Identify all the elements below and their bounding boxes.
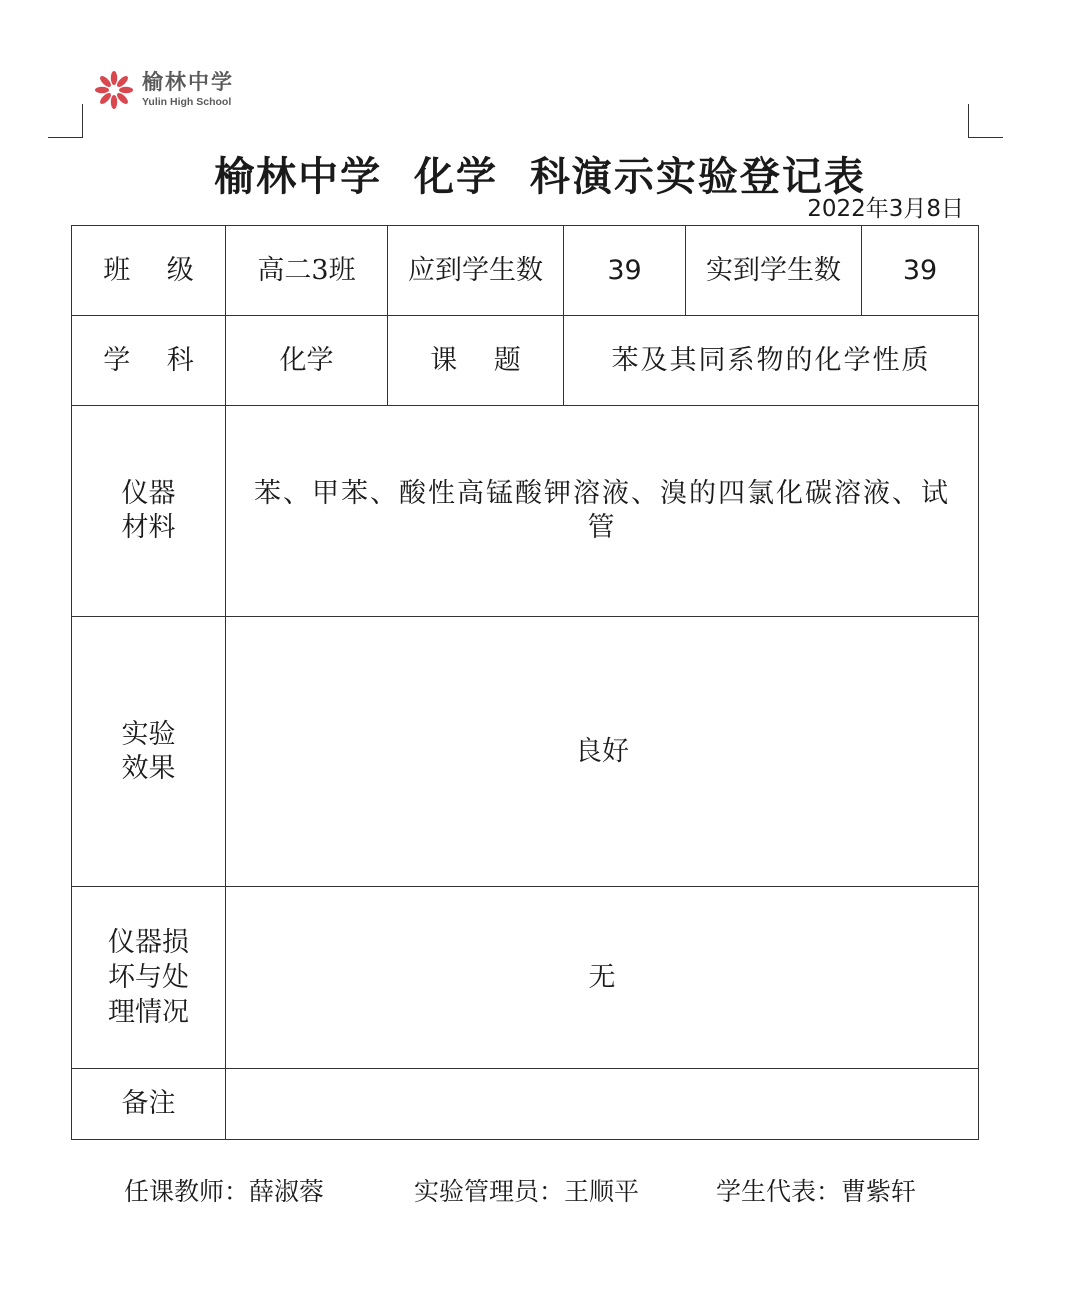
effect-value: 良好 xyxy=(226,617,979,887)
subject-label: 学 科 xyxy=(72,316,226,406)
actual-students-label: 实到学生数 xyxy=(686,226,862,316)
damage-value: 无 xyxy=(226,887,979,1069)
remark-label: 备注 xyxy=(72,1069,226,1140)
materials-value: 苯、甲苯、酸性高锰酸钾溶液、溴的四氯化碳溶液、试管 xyxy=(226,406,979,617)
table-row xyxy=(72,316,979,406)
registration-table xyxy=(71,225,979,1140)
damage-label: 仪器损 坏与处 理情况 xyxy=(72,887,226,1069)
student-rep-signature: 学生代表：曹紫轩 xyxy=(716,1177,917,1206)
flower-logo-icon xyxy=(94,70,134,110)
teacher-signature: 任课教师：薛淑蓉 xyxy=(124,1177,325,1206)
table-row xyxy=(72,887,979,1069)
logo-english-name: Yulin High School xyxy=(142,96,232,109)
table-row xyxy=(72,1069,979,1140)
class-value: 高二3班 xyxy=(226,226,388,316)
record-date: 2022年3月8日 xyxy=(807,196,964,222)
table-row xyxy=(72,226,979,316)
topic-value: 苯及其同系物的化学性质 xyxy=(564,316,979,406)
materials-label: 仪器 材料 xyxy=(72,406,226,617)
actual-students-value: 39 xyxy=(862,226,979,316)
subject-value: 化学 xyxy=(226,316,388,406)
lab-admin-signature: 实验管理员：王顺平 xyxy=(414,1177,640,1206)
topic-label: 课 题 xyxy=(388,316,564,406)
table-row xyxy=(72,406,979,617)
table-row xyxy=(72,617,979,887)
class-label: 班 级 xyxy=(72,226,226,316)
expected-students-label: 应到学生数 xyxy=(388,226,564,316)
crop-mark-right xyxy=(968,104,1003,138)
expected-students-value: 39 xyxy=(564,226,686,316)
logo-chinese-name: 榆林中学 xyxy=(142,70,234,95)
crop-mark-left xyxy=(48,104,83,138)
school-logo xyxy=(94,70,234,110)
effect-label: 实验 效果 xyxy=(72,617,226,887)
page-title: 榆林中学 化学 科演示实验登记表 xyxy=(214,153,866,200)
remark-value xyxy=(226,1069,979,1140)
